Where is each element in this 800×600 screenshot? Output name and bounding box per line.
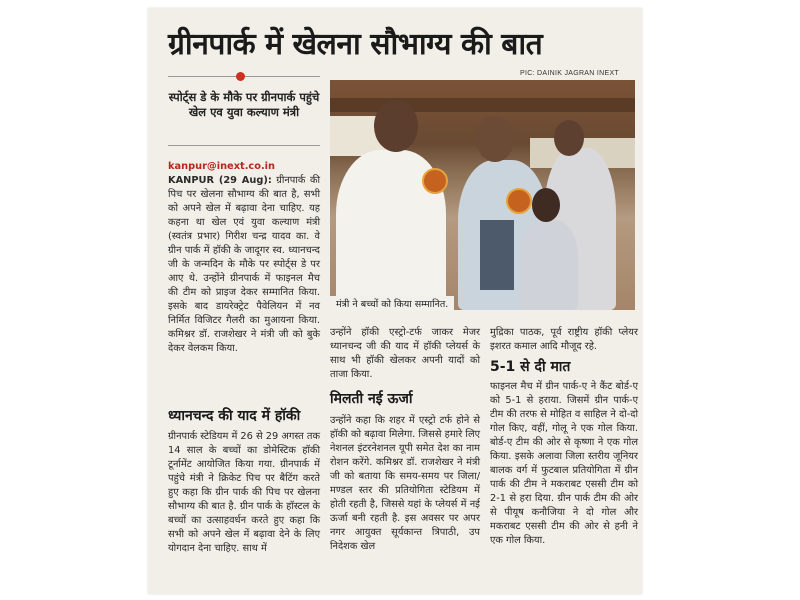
intro-text: ग्रीनपार्क की पिच पर खेलना सौभाग्य की बात है, सभी को अपने खेल में बढ़ावा देना चाहिए. यह कहना था खेल एवं युवा कल्याण मंत्री (स्वतंत्र प्रभार) गिरीश चन्द्र यादव का. वे ग्रीन पार्क में हॉकी के जादूगर स्व. ध्यानचन्द जी के जन्मदिन के मौके पर स्पोर्ट्स डे पर आए थे. उन्होंने ग्रीनपार्क में फाइनल मैच की टीम को प्राइज देकर सम्मानित किया. इसके बाद डायरेक्ट्रेट पैवेलियन में नव निर्मित विजिटर गैलरी का मुआयना किया. कमिश्नर डॉ. राजशेखर ने मंत्री जी को बुके देकर वेलकम किया. — [168, 175, 321, 354]
column-text: उन्होंने हॉकी एस्ट्रो-टर्फ जाकर मेजर ध्यानचन्द जी की याद में हॉकी प्लेयर्स के साथ भी हॉकी खेलकर अपनी यादों को ताजा किया. — [330, 327, 480, 380]
column-text: मुद्रिका पाठक, पूर्व राष्ट्रीय हॉकी प्लेयर इशरत कमाल आदि मौजूद रहे. — [490, 327, 638, 352]
section-title: 5-1 से दी मात — [490, 359, 571, 375]
divider — [168, 145, 320, 146]
section-title: ध्यानचन्द की याद में हॉकी — [168, 408, 301, 424]
news-photo — [330, 80, 635, 310]
section-body: ग्रीनपार्क स्टेडियम में 26 से 29 अगस्त तक 14 साल के बच्चों का डोमेस्टिक हॉकी टूर्नामेंट आयोजित किया गया. ग्रीनपार्क में पहुंचे मंत्री ने क्रिकेट पिच पर बैटिंग करते हुए कहा कि ग्रीन पार्क की पिच पर खेलना सौभाग्य की बात है. ग्रीन पार्क के हॉस्टल के बच्चों का उत्साहवर्धन करते हुए कहा कि सभी को अपने खेल में बढ़ावा देने के लिए योगदान देना चाहिए. साथ में — [168, 431, 320, 554]
bullet-dot-icon — [236, 72, 245, 81]
photo-credit: PIC: DAINIK JAGRAN INEXT — [520, 70, 619, 77]
subheadline: स्पोर्ट्स डे के मौके पर ग्रीनपार्क पहुंचे खेल एव युवा कल्याण मंत्री — [168, 90, 320, 119]
section-title: मिलती नई ऊर्जा — [330, 391, 413, 407]
photo-caption: मंत्री ने बच्चों को किया सम्मानित. — [330, 296, 454, 311]
article-intro — [168, 160, 320, 410]
section-body: फाइनल मैच में ग्रीन पार्क-ए ने कैंट बोर्ड-ए को 5-1 से हराया. जिसमें ग्रीन पार्क-ए टीम की तरफ से मोहित व साहिल ने दो-दो गोल किए, वहीं, गोलू ने एक गोल किया. बोर्ड-ए टीम की ओर से कृष्णा ने एक गोल किया. इसके अलावा जिला स्तरीय जूनियर बालक वर्ग में फुटबाल प्रतियोगिता में ग्रीन पार्क की टीम ने मकराबट एससी टीम को 2-1 से हरा दिया. ग्रीन पार्क टीम की ओर से पीयूष कनौजिया ने दो गोल और मकराबट एससी टीम की ओर से हनी ने एक गोल किया. — [490, 381, 638, 546]
section-body: उन्होंने कहा कि शहर में एस्ट्रो टर्फ होने से हॉकी को बढ़ावा मिलेगा. जिससे हमारे लिए नेशनल इंटरनेशनल यूपी समेत देश का नाम रोशन करेंगे. कमिश्नर डॉ. राजशेखर ने मंत्री जी को बताया कि समय-समय पर जिला/मण्डल स्तर की प्रतियोगिता स्टेडियम में होती रहती है, जिससे यहां के प्लेयर्स में नई ऊर्जा बनी रहती है. इस अवसर पर अपर नगर आयुक्त सूर्यकान्त त्रिपाठी, उप निदेशक खेल — [330, 415, 480, 552]
reporter-email: kanpur@inext.co.in — [168, 161, 276, 172]
dateline: KANPUR (29 Aug): — [168, 175, 272, 186]
headline: ग्रीनपार्क में खेलना सौभाग्य की बात — [168, 27, 543, 62]
